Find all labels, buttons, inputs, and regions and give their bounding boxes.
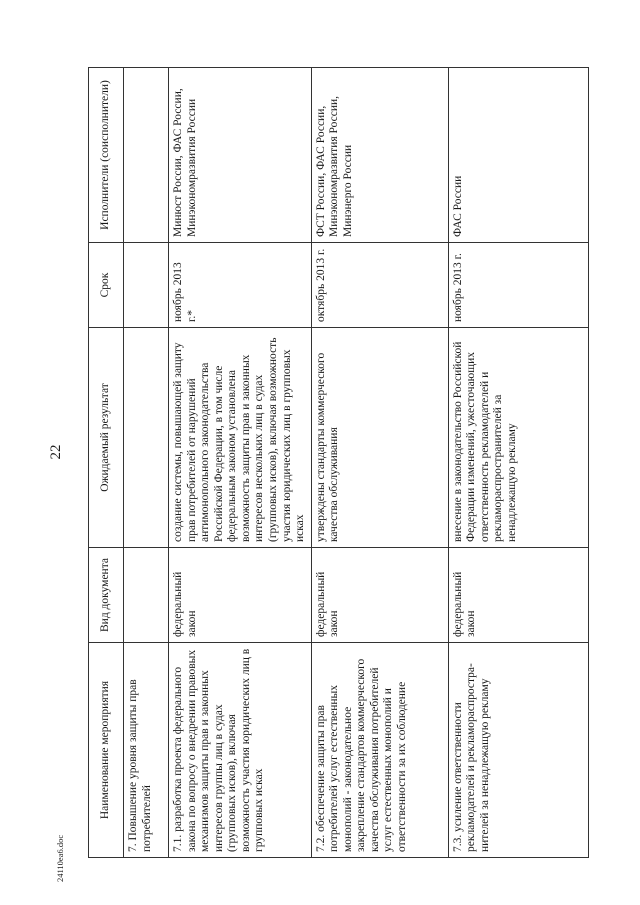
row-term: ноябрь 2013 г. bbox=[448, 243, 588, 328]
row-result: внесение в законодательство Российской Федерации изменений, ужесточающих ответственность рекламодателей и рекламораспространителей за ненадлежащую рекламу bbox=[448, 328, 588, 548]
action-plan-table bbox=[88, 67, 589, 858]
row-term: октябрь 2013 г. bbox=[311, 243, 448, 328]
row-executors: ФАС России bbox=[448, 68, 588, 243]
table-row bbox=[169, 68, 312, 858]
empty-cell bbox=[124, 68, 169, 243]
row-doc-type: федеральный закон bbox=[169, 548, 312, 643]
row-result: создание системы, повышающей защиту прав потребителей от нарушений антимонопольного законодательства Российской Федерации, в том числе федеральным законом установлена возможность защиты прав и законных интересов нескольких лиц в судах (групповых исков), включая возможность участия юридических лиц в групповых исках bbox=[169, 328, 312, 548]
header-name: Наименование мероприятия bbox=[89, 643, 124, 858]
header-doc-type: Вид документа bbox=[89, 548, 124, 643]
row-doc-type: федеральный закон bbox=[311, 548, 448, 643]
row-doc-type: федеральный закон bbox=[448, 548, 588, 643]
row-name: 7.1. разработка проекта федерального закона по вопросу о внедрении правовых механизмов защиты прав и законных интересов группы лиц в судах (групповых исков), включая возможность участия юридических лиц в групповых исках bbox=[169, 643, 312, 858]
header-executors: Исполнители (соисполнители) bbox=[89, 68, 124, 243]
file-name: 24110ea6.doc bbox=[55, 834, 65, 882]
row-result: утверждены стандарты коммерческого качества обслуживания bbox=[311, 328, 448, 548]
table-header-row bbox=[89, 68, 124, 858]
row-executors: ФСТ России, ФАС России, Минэкономразвития России, Минэнерго России bbox=[311, 68, 448, 243]
table-row bbox=[311, 68, 448, 858]
row-executors: Минюст России, ФАС России, Минэкономразвития России bbox=[169, 68, 312, 243]
section-title: 7. Повышение уровня защиты прав потребителей bbox=[124, 643, 169, 858]
row-name: 7.3. усиление ответственности рекламодателей и рекламораспростра-нителей за ненадлежащую рекламу bbox=[448, 643, 588, 858]
rotated-table-container bbox=[88, 68, 633, 858]
header-result: Ожидаемый результат bbox=[89, 328, 124, 548]
empty-cell bbox=[124, 548, 169, 643]
row-term: ноябрь 2013 г.* bbox=[169, 243, 312, 328]
page-number: 22 bbox=[48, 444, 64, 460]
section-row bbox=[124, 68, 169, 858]
empty-cell bbox=[124, 243, 169, 328]
row-name: 7.2. обеспечение защиты прав потребителей услуг естественных монополий - законодательное закрепление стандартов коммерческого качества обслуживания потребителей услуг естественных монополий и ответственности за их соблюдение bbox=[311, 643, 448, 858]
header-term: Срок bbox=[89, 243, 124, 328]
table-row bbox=[448, 68, 588, 858]
empty-cell bbox=[124, 328, 169, 548]
